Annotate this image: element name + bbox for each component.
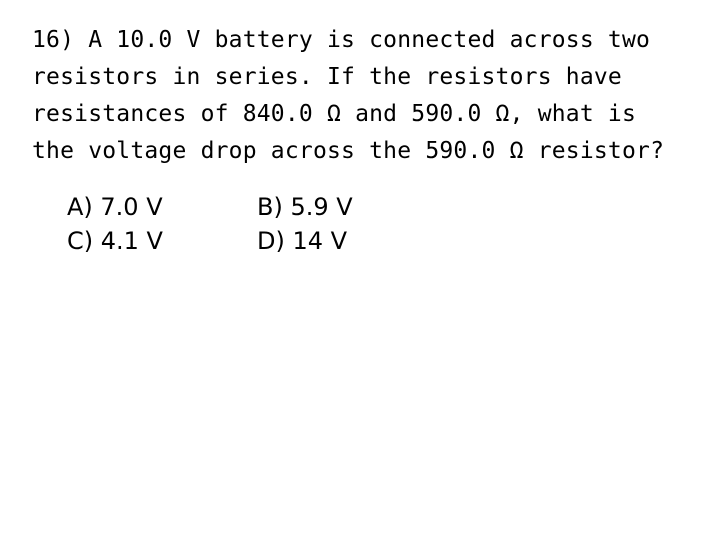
question-text — [32, 22, 692, 170]
question-line: resistors in series. If the resistors have — [32, 64, 622, 90]
choice-row — [67, 190, 467, 224]
choice-row — [67, 224, 467, 258]
choice-d: D) 14 V — [257, 227, 348, 255]
choice-a: A) 7.0 V — [67, 193, 163, 221]
answer-choices — [67, 190, 467, 258]
choice-b: B) 5.9 V — [257, 193, 353, 221]
question-line: resistances of 840.0 Ω and 590.0 Ω, what is — [32, 101, 637, 127]
question-line: the voltage drop across the 590.0 Ω resistor? — [32, 138, 665, 164]
question-line: 16) A 10.0 V battery is connected across two — [32, 27, 651, 53]
choice-c: C) 4.1 V — [67, 227, 163, 255]
